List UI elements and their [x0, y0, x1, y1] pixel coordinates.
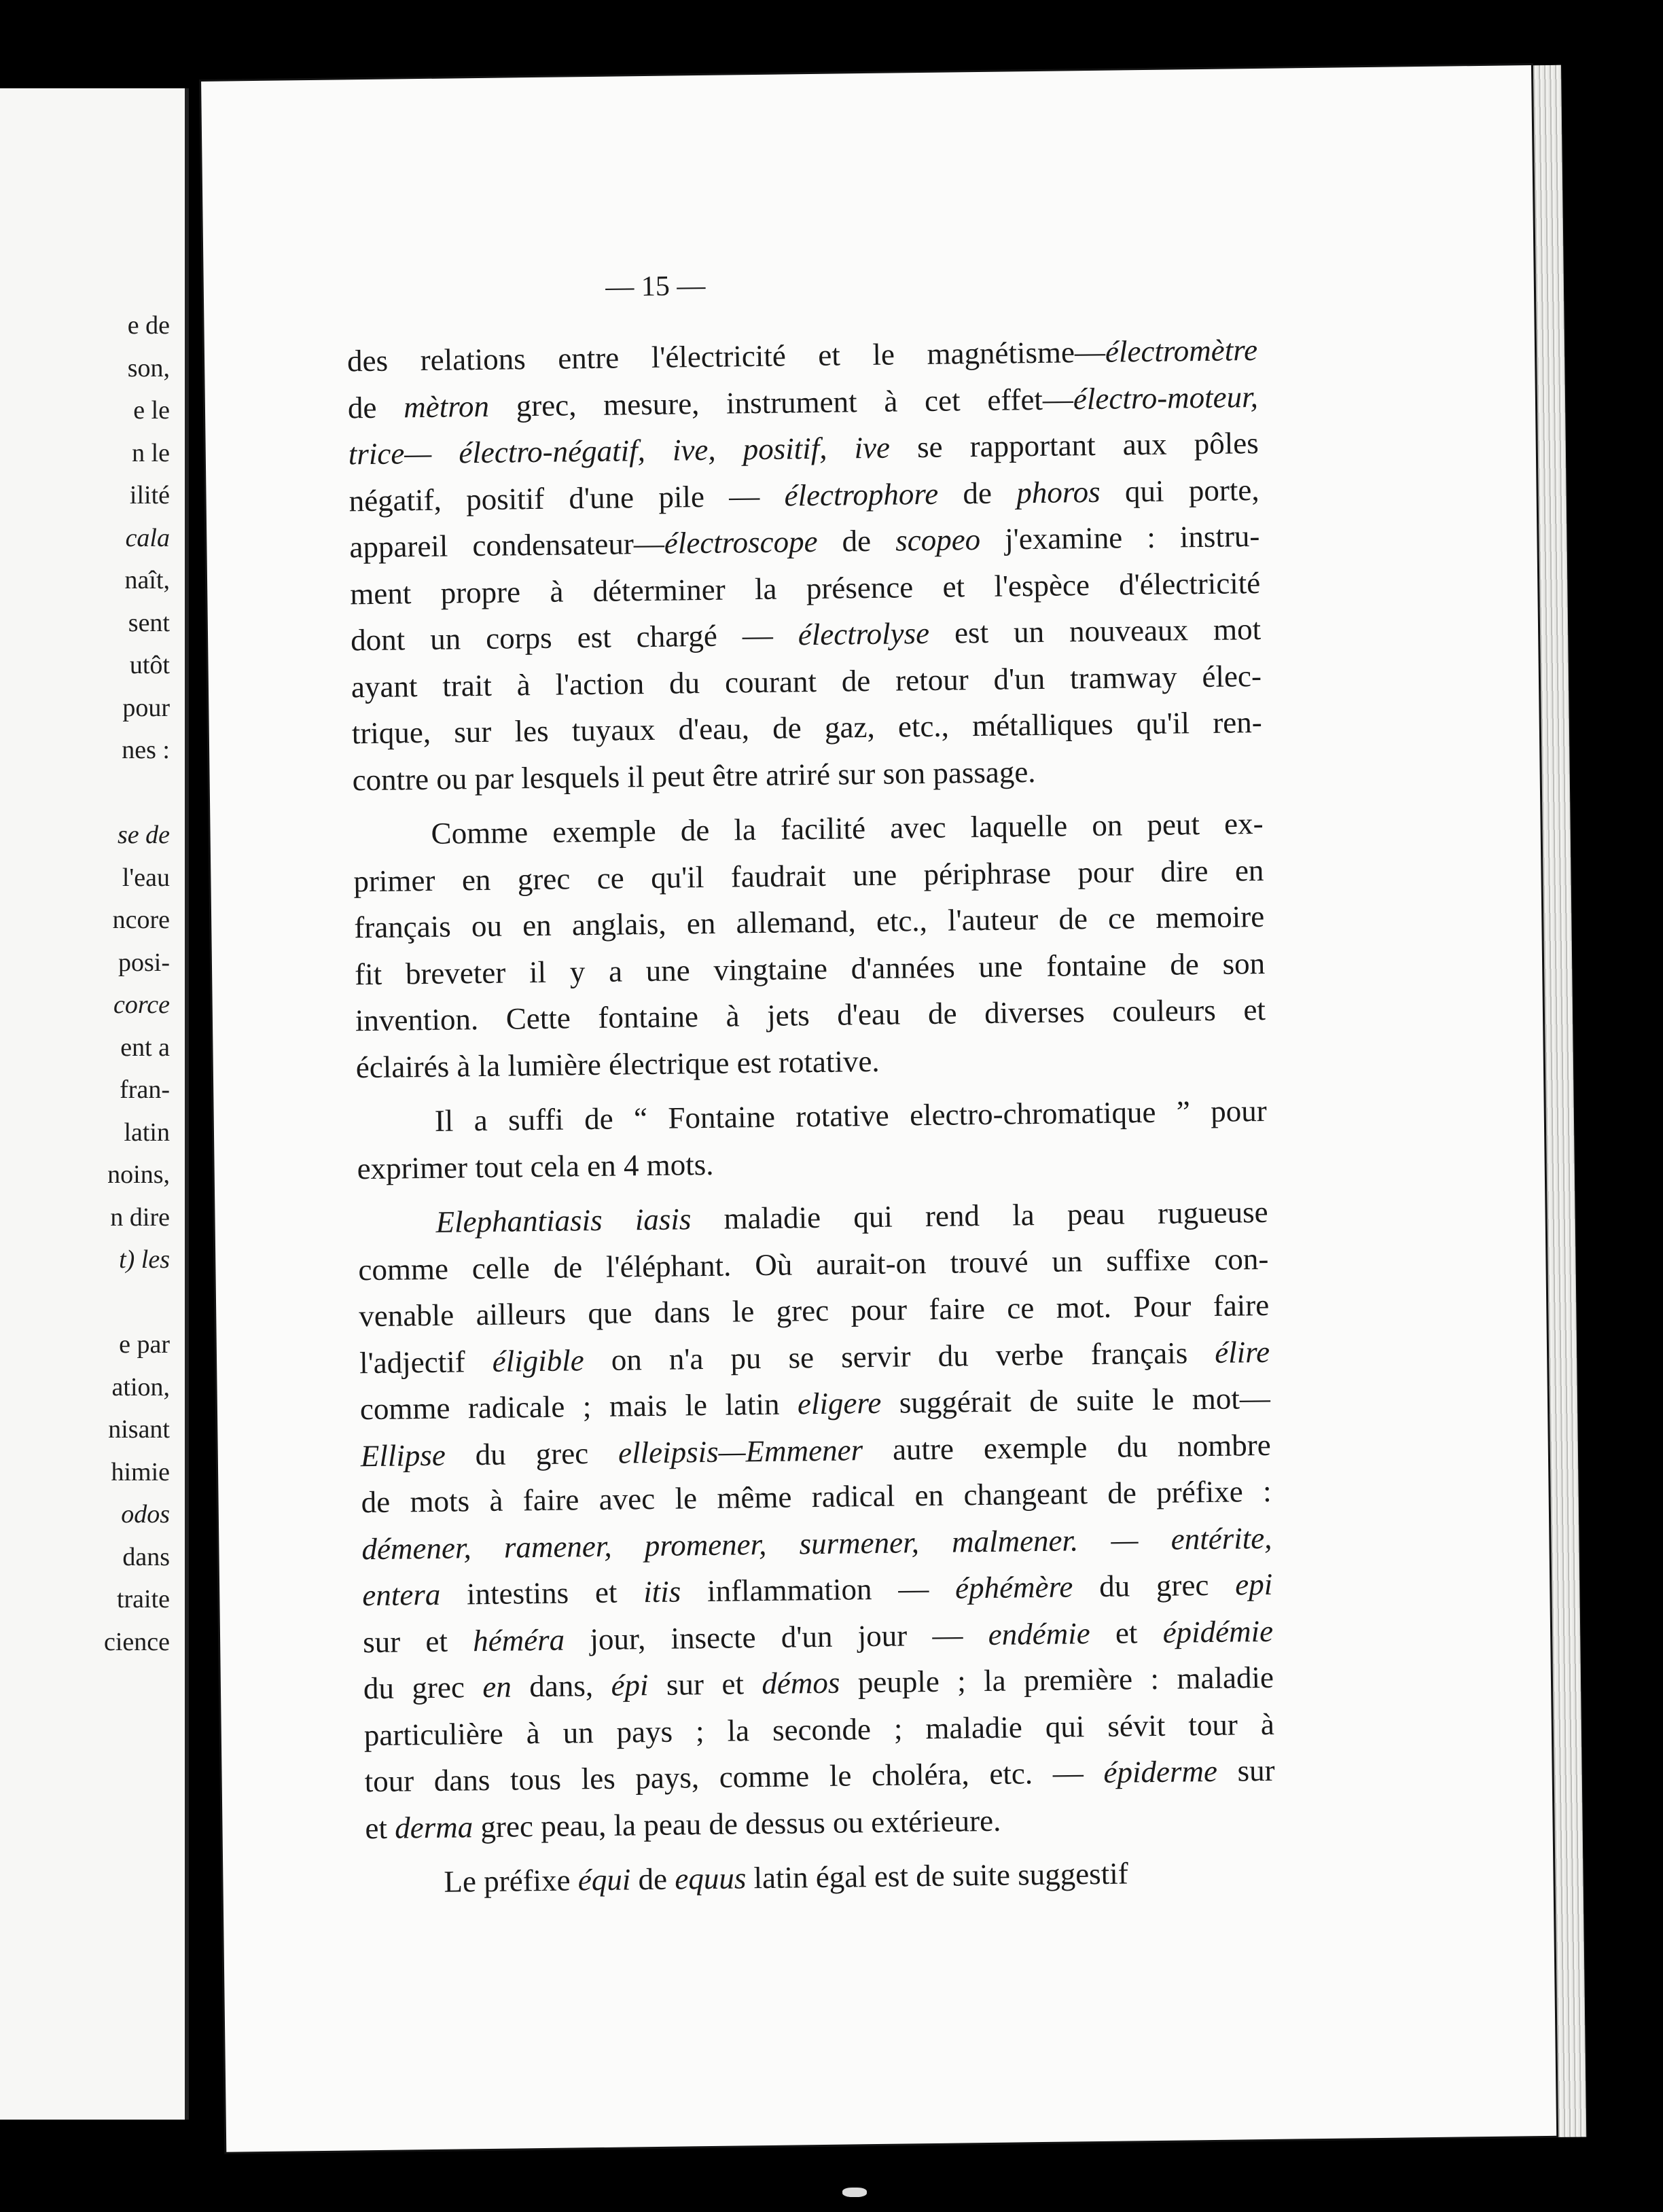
left-page-fragment: traite [116, 1585, 170, 1613]
italic-term: épi [611, 1668, 649, 1702]
text-run: inflammation — [680, 1571, 956, 1609]
left-page-fragment: nes : [122, 736, 170, 764]
italic-term: epi [1234, 1567, 1273, 1602]
text-run: peuple ; la première : maladie [840, 1660, 1274, 1700]
text-run: tour dans tous les pays, comme le choléra, etc. — [364, 1755, 1104, 1799]
left-page-fragment: utôt [129, 651, 170, 679]
left-page-fragment: nisant [108, 1415, 170, 1444]
left-page-fragment: n dire [110, 1202, 170, 1232]
text-run: on n'a pu se servir du verbe français [584, 1335, 1215, 1377]
text-run: éclairés à la lumière électrique est rotative. [355, 1043, 880, 1084]
left-page-fragment: himie [111, 1457, 170, 1486]
italic-term: épiderme [1103, 1753, 1218, 1789]
left-page-fragment: naît, [124, 566, 170, 594]
text-run: du grec [1073, 1567, 1236, 1604]
left-page-fragment: latin [124, 1118, 170, 1147]
text-run: Le préfixe [444, 1863, 579, 1899]
left-page-fragment: ncore [112, 906, 170, 934]
left-page-fragment: corce [113, 991, 170, 1019]
paragraph [365, 1849, 1276, 1906]
left-page-fragment: posi- [118, 948, 170, 977]
scan-artifact [842, 2188, 867, 2197]
text-run: contre ou par lesquels il peut être atriré sur son passage. [352, 754, 1036, 797]
text-run: comme celle de l'éléphant. Où aurait-on trouvé un suffixe con- [358, 1241, 1269, 1287]
italic-term: entera [362, 1577, 441, 1613]
text-run: et [365, 1810, 395, 1845]
italic-term: éligible [492, 1342, 584, 1378]
text-run: de [937, 475, 1017, 511]
text-run: Comme exemple de la facilité avec laquelle on peut ex- [431, 806, 1264, 851]
left-page-fragment: dans [122, 1542, 170, 1571]
text-line [365, 1849, 1276, 1906]
italic-term: derma [394, 1809, 473, 1845]
italic-term: électrophore [784, 476, 939, 513]
text-run: jour, insecte d'un jour — [564, 1617, 989, 1657]
italic-term: en [482, 1669, 512, 1705]
italic-term: elleipsis—Emmener [618, 1432, 863, 1470]
text-run: sur [1217, 1753, 1275, 1788]
left-page-fragment: fran- [120, 1075, 170, 1104]
text-run: sur et [648, 1666, 762, 1702]
left-page-fragment: e le [133, 396, 170, 425]
left-page-fragment: cala [125, 523, 170, 552]
text-run: dans, [511, 1668, 611, 1704]
text-run: maladie qui rend la peau rugueuse [691, 1194, 1268, 1236]
italic-term: épidémie [1162, 1613, 1274, 1649]
left-page-fragment: l'eau [122, 863, 170, 892]
italic-term: démos [762, 1665, 840, 1701]
italic-term: trice— électro-négatif, ive, positif, ive [348, 430, 891, 471]
left-page-fragment: n le [132, 438, 170, 467]
italic-term: héméra [472, 1622, 565, 1658]
text-run: se rapportant aux pôles [889, 425, 1259, 465]
text-run: trique, sur les tuyaux d'eau, de gaz, etc., métalliques qu'il ren- [351, 704, 1263, 751]
body-text [347, 327, 1276, 1906]
paragraph [353, 800, 1266, 1090]
text-run: autre exemple du nombre [862, 1427, 1272, 1467]
italic-term: mètron [403, 389, 490, 424]
left-page-fragment: son, [127, 353, 170, 382]
italic-term: eligere [797, 1385, 882, 1421]
paragraph [357, 1189, 1276, 1851]
text-run: des relations entre l'électricité et le magnétisme— [346, 334, 1106, 378]
left-page-fragment: e par [119, 1330, 170, 1359]
left-page-fragment: sent [128, 608, 170, 637]
left-page-fragment: pour [122, 693, 170, 722]
italic-term: Ellipse [360, 1438, 446, 1473]
text-run: qui porte, [1100, 472, 1259, 509]
italic-term: électroscope [664, 524, 818, 560]
italic-term: phoros [1016, 474, 1101, 510]
text-run: intestins et [440, 1575, 644, 1611]
text-run: j'examine : instru- [980, 518, 1260, 556]
page-number: — 15 — [605, 270, 706, 303]
text-run: ayant trait à l'action du courant de retour d'un tramway élec- [351, 658, 1262, 704]
italic-term: equus [675, 1861, 747, 1896]
text-run: de [817, 523, 896, 558]
text-run: dont un corps est chargé — [350, 618, 799, 658]
left-facing-page [0, 88, 189, 2120]
left-page-fragment: cience [103, 1627, 170, 1656]
italic-term: équi [577, 1862, 631, 1897]
book-page [201, 65, 1556, 2152]
text-run: grec, mesure, instrument à cet effet— [488, 381, 1074, 423]
text-run: de [630, 1861, 675, 1897]
text-run: de [347, 389, 404, 425]
text-run: l'adjectif [359, 1344, 493, 1380]
paragraph [347, 327, 1263, 803]
left-page-fragment: odos [121, 1500, 170, 1529]
text-run: primer en grec ce qu'il faudrait une périphrase pour dire en [353, 853, 1264, 898]
italic-term: éphémère [954, 1569, 1073, 1605]
text-run: venable ailleurs que dans le grec pour faire ce mot. Pour faire [358, 1287, 1270, 1334]
italic-term: démener, ramener, promener, surmener, malmener. — entérite, [361, 1520, 1272, 1566]
italic-term: électrolyse [798, 616, 930, 652]
text-run: de mots à faire avec le même radical en changeant de préfixe : [361, 1474, 1272, 1520]
italic-term: scopeo [895, 522, 981, 558]
text-run: grec peau, la peau de dessus ou extérieure. [472, 1803, 1001, 1844]
text-run: et [1090, 1615, 1163, 1650]
left-page-fragment: ation, [111, 1372, 170, 1402]
text-run: invention. Cette fontaine à jets d'eau de diverses couleurs et [355, 992, 1266, 1038]
text-run: particulière à un pays ; la seconde ; maladie qui sévit tour à [363, 1707, 1275, 1752]
italic-term: élire [1214, 1334, 1270, 1370]
text-run: comme radicale ; mais le latin [359, 1387, 798, 1427]
left-page-fragment: ent a [120, 1033, 170, 1062]
italic-term: endémie [988, 1616, 1090, 1652]
text-run: ment propre à déterminer la présence et l'espèce d'électricité [349, 565, 1261, 611]
paragraph [356, 1088, 1268, 1192]
italic-term: électromètre [1105, 332, 1258, 369]
text-run: négatif, positif d'une pile — [348, 478, 785, 518]
text-run: appareil condensateur— [349, 526, 665, 565]
text-run: sur et [362, 1623, 473, 1659]
left-page-fragment: ilité [129, 481, 170, 510]
text-run: exprimer tout cela en 4 mots. [357, 1147, 714, 1185]
text-run: suggérait de suite le mot— [880, 1380, 1271, 1420]
text-run: du grec [445, 1435, 619, 1472]
text-run: du grec [363, 1670, 483, 1706]
text-run: latin égal est de suite suggestif [745, 1856, 1128, 1895]
left-page-fragment: e de [127, 311, 170, 340]
text-run: français ou en anglais, en allemand, etc., l'auteur de ce memoire [353, 899, 1265, 945]
left-page-fragment: t) les [119, 1245, 170, 1274]
left-page-fragment: se de [117, 821, 170, 849]
italic-term: électro-moteur, [1073, 379, 1259, 416]
text-run: Il a suffi de “ Fontaine rotative electro-chromatique ” pour [434, 1093, 1268, 1138]
italic-term: itis [643, 1574, 681, 1609]
left-page-fragment: noins, [107, 1160, 170, 1189]
italic-term: Elephantiasis iasis [435, 1202, 692, 1239]
text-run: est un nouveaux mot [929, 611, 1262, 650]
text-run: fit breveter il y a une vingtaine d'années une fontaine de son [354, 946, 1266, 991]
